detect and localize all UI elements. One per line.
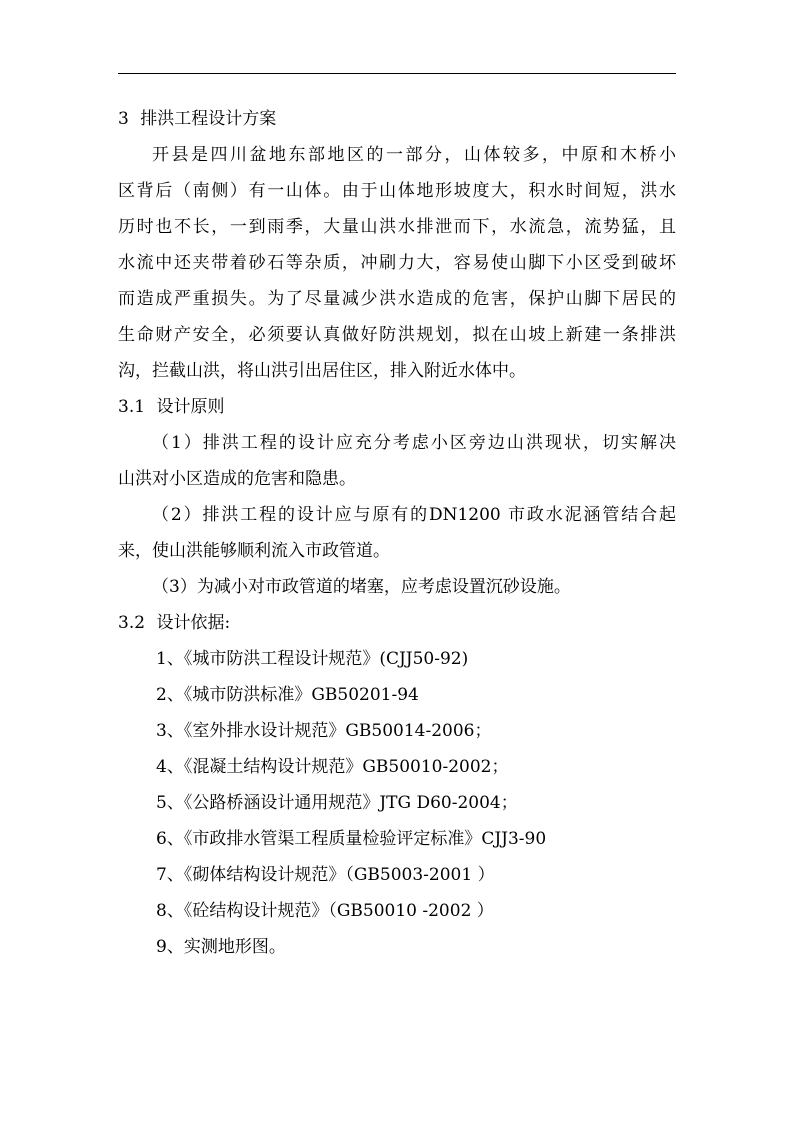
section-3-heading	[118, 101, 676, 137]
document-body	[118, 101, 676, 965]
paragraph-line: 开县是四川盆地东部地区的一部分，山体较多，中原和木桥小	[152, 145, 676, 165]
list-item: 2、《城市防洪标准》GB50201-94	[156, 685, 419, 705]
paragraph-line: 来，使山洪能够顺利流入市政管道。	[118, 541, 390, 561]
section-3-1-heading	[118, 389, 676, 425]
reference-list	[118, 641, 676, 965]
section-title: 设计原则	[156, 397, 225, 417]
paragraph-line: 而造成严重损失。为了尽量减少洪水造成的危害，保护山脚下居民的	[118, 289, 676, 309]
principle-2	[118, 497, 676, 569]
list-item: 9、实测地形图。	[156, 937, 286, 957]
paragraph-line: （1）排洪工程的设计应充分考虑小区旁边山洪现状，切实解决	[152, 433, 676, 453]
paragraph-line: 区背后（南侧）有一山体。由于山体地形坡度大，积水时间短，洪水	[118, 181, 676, 201]
paragraph-line: 历时也不长，一到雨季，大量山洪水排泄而下，水流急，流势猛，且	[118, 217, 676, 237]
list-item: 7、《砌体结构设计规范》（GB5003-2001 ）	[156, 865, 495, 885]
list-item: 3、《室外排水设计规范》GB50014-2006；	[156, 721, 492, 741]
list-item: 5、《公路桥涵设计通用规范》JTG D60-2004；	[156, 793, 518, 813]
section-number: 3.1	[118, 397, 146, 417]
list-item: 1、《城市防洪工程设计规范》(CJJ50-92)	[156, 649, 469, 669]
paragraph-line: 山洪对小区造成的危害和隐患。	[118, 469, 356, 489]
principle-1	[118, 425, 676, 497]
list-item: 8、《砼结构设计规范》（GB50010 -2002 ）	[156, 901, 494, 921]
section-title: 设计依据:	[156, 613, 231, 633]
list-item: 4、《混凝土结构设计规范》GB50010-2002；	[156, 757, 509, 777]
header-rule	[118, 73, 676, 74]
paragraph-line: （2）排洪工程的设计应与原有的DN1200 市政水泥涵管结合起	[152, 505, 676, 525]
list-item: 6、《市政排水管渠工程质量检验评定标准》CJJ3-90	[156, 829, 547, 849]
section-3-paragraph	[118, 137, 676, 389]
paragraph-line: 沟，拦截山洪，将山洪引出居住区，排入附近水体中。	[118, 361, 526, 381]
paragraph-line: 水流中还夹带着砂石等杂质，冲刷力大，容易使山脚下小区受到破坏	[118, 253, 676, 273]
section-number: 3.2	[118, 613, 146, 633]
principle-3: （3）为减小对市政管道的堵塞，应考虑设置沉砂设施。	[152, 577, 571, 597]
paragraph-line: 生命财产安全，必须要认真做好防洪规划，拟在山坡上新建一条排洪	[118, 325, 676, 345]
section-number: 3	[118, 109, 129, 129]
section-3-2-heading	[118, 605, 676, 641]
section-title: 排洪工程设计方案	[140, 109, 277, 129]
